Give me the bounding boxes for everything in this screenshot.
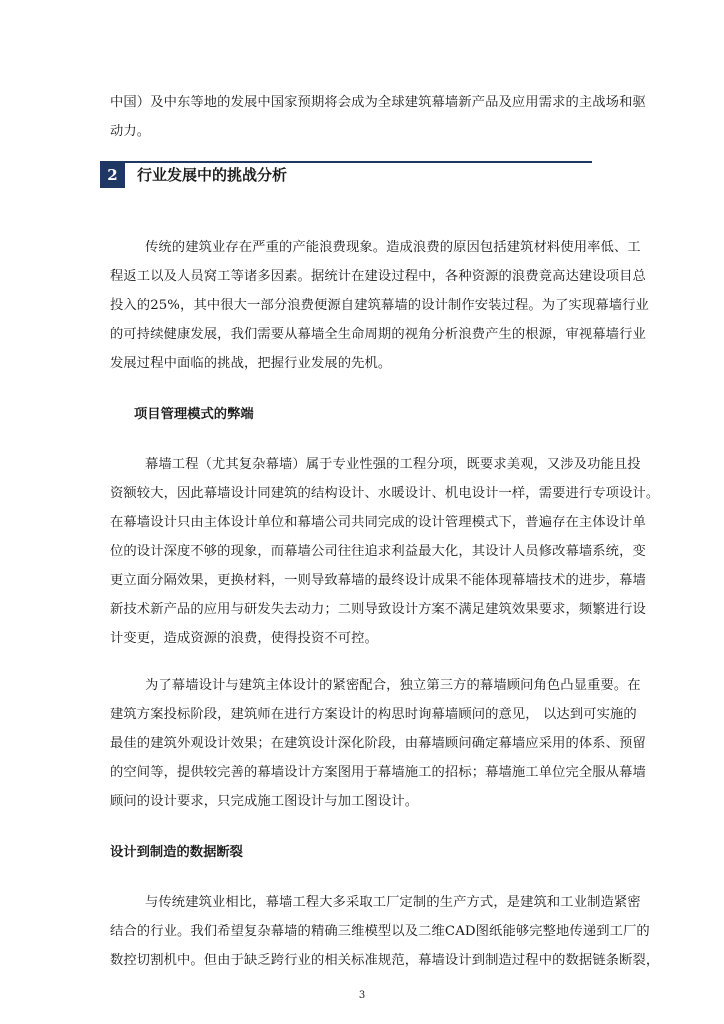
section-number: 2 — [100, 163, 125, 188]
paragraph-3-line: 最佳的建筑外观设计效果；在建筑设计深化阶段，由幕墙顾问确定幕墙应采用的体系、预留 — [110, 736, 646, 751]
paragraph-2-line: 资额较大，因此幕墙设计同建筑的结构设计、水暖设计、机电设计一样，需要进行专项设计。 — [110, 486, 660, 501]
paragraph-4-line: 结合的行业。我们希望复杂幕墙的精确三维模型以及二维CAD图纸能够完整地传递到工厂的 — [110, 924, 650, 939]
paragraph-2-line: 更立面分隔效果，更换材料，一则导致幕墙的最终设计成果不能体现幕墙技术的进步，幕墙 — [110, 573, 646, 588]
paragraph-3-line: 顾问的设计要求，只完成施工图设计与加工图设计。 — [110, 794, 419, 809]
paragraph-2-line: 位的设计深度不够的现象，而幕墙公司往往追求利益最大化，其设计人员修改幕墙系统，变 — [110, 544, 646, 559]
subheading-project-management: 项目管理模式的弊端 — [134, 407, 254, 422]
intro-line-2: 动力。 — [110, 124, 151, 139]
paragraph-2-line: 在幕墙设计只由主体设计单位和幕墙公司共同完成的设计管理模式下，普遍存在主体设计单 — [110, 515, 646, 530]
paragraph-3-line: 为了幕墙设计与建筑主体设计的紧密配合，独立第三方的幕墙顾问角色凸显重要。在 — [145, 678, 641, 693]
section-header — [100, 161, 592, 188]
paragraph-1-line: 投入的25%，其中很大一部分浪费便源自建筑幕墙的设计制作安装过程。为了实现幕墙行业 — [110, 298, 649, 313]
paragraph-2-line: 新技术新产品的应用与研发失去动力；二则导致设计方案不满足建筑效果要求，频繁进行设 — [110, 602, 646, 617]
section-title: 行业发展中的挑战分析 — [137, 166, 288, 184]
paragraph-1-line: 的可持续健康发展，我们需要从幕墙全生命周期的视角分析浪费产生的根源，审视幕墙行业 — [110, 327, 646, 342]
paragraph-3-line: 建筑方案投标阶段，建筑师在进行方案设计的构思时询幕墙顾问的意见， 以达到可实施的 — [110, 707, 637, 722]
page-number: 3 — [358, 990, 366, 1001]
paragraph-2-line: 计变更，造成资源的浪费，使得投资不可控。 — [110, 631, 378, 646]
subheading-data-break: 设计到制造的数据断裂 — [110, 845, 243, 860]
paragraph-4-line: 数控切割机中。但由于缺乏跨行业的相关标准规范，幕墙设计到制造过程中的数据链条断裂， — [110, 953, 660, 968]
paragraph-1-line: 程返工以及人员窝工等诸多因素。据统计在建设过程中，各种资源的浪费竟高达建设项目总 — [110, 269, 646, 284]
paragraph-3-line: 的空间等，提供较完善的幕墙设计方案图用于幕墙施工的招标；幕墙施工单位完全服从幕墙 — [110, 765, 646, 780]
paragraph-1-line: 传统的建筑业存在严重的产能浪费现象。造成浪费的原因包括建筑材料使用率低、工 — [145, 240, 641, 255]
paragraph-4-line: 与传统建筑业相比，幕墙工程大多采取工厂定制的生产方式，是建筑和工业制造紧密 — [145, 895, 641, 910]
paragraph-1-line: 发展过程中面临的挑战，把握行业发展的先机。 — [110, 356, 392, 371]
paragraph-2-line: 幕墙工程（尤其复杂幕墙）属于专业性强的工程分项，既要求美观，又涉及功能且投 — [145, 457, 641, 472]
intro-line-1: 中国）及中东等地的发展中国家预期将会成为全球建筑幕墙新产品及应用需求的主战场和驱 — [110, 95, 646, 110]
